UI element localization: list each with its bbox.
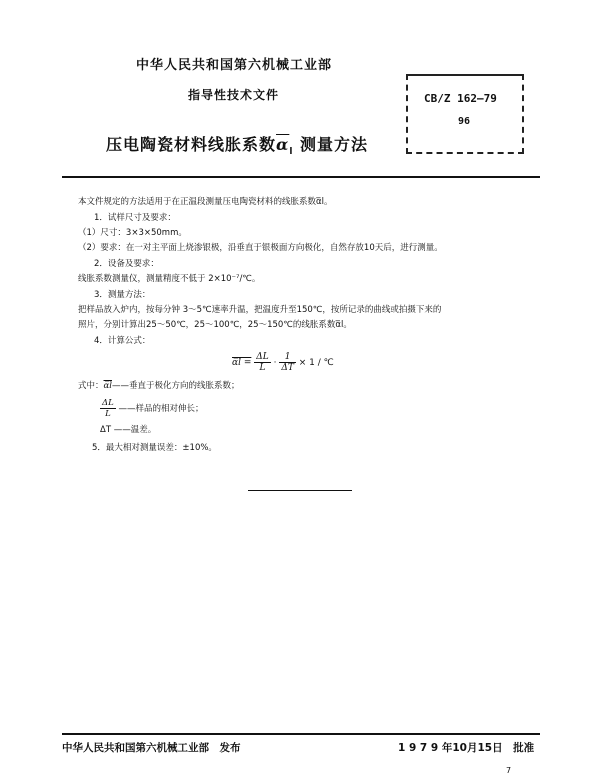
formula-denominator-2: ΔT xyxy=(281,363,294,373)
title-subscript: l xyxy=(289,147,294,158)
issuing-ministry: 中华人民共和国第六机械工业部 xyxy=(136,58,333,73)
section-5: 5．最大相对测量误差：±10%。 xyxy=(92,443,217,453)
document-title xyxy=(106,132,368,157)
where-line-3: ΔT ——温差。 xyxy=(100,425,157,435)
section-1-item-1: （1）尺寸：3×3×50mm。 xyxy=(78,228,187,238)
standard-number-box xyxy=(406,74,524,154)
where-line-2 xyxy=(100,398,204,419)
document-type: 指导性技术文件 xyxy=(188,88,280,102)
end-of-text-rule xyxy=(248,490,352,491)
footer-issuer: 中华人民共和国第六机械工业部 发布 xyxy=(62,742,241,754)
section-2-title: 2．设备及要求： xyxy=(94,259,159,269)
where-numerator: ΔL xyxy=(102,398,114,408)
formula-numerator-1: ΔL xyxy=(256,352,269,362)
where-symbol: α̅l xyxy=(103,381,112,391)
where-denominator: L xyxy=(105,409,111,419)
formula-tail: × 1 / ℃ xyxy=(298,358,334,368)
title-text: 压电陶瓷材料线胀系数 xyxy=(106,135,277,154)
title-text-end: 测量方法 xyxy=(293,135,368,154)
where-line-1 xyxy=(78,380,240,392)
standard-sub-number: 96 xyxy=(458,116,471,127)
formula-fraction-2 xyxy=(279,352,296,373)
footer-divider xyxy=(62,733,540,735)
formula-dot: · xyxy=(273,358,277,368)
header-divider xyxy=(62,176,540,178)
section-1-title: 1．试样尺寸及要求： xyxy=(94,213,176,223)
formula-fraction-1 xyxy=(254,352,270,373)
section-3-text-1: 把样品放入炉内，按每分钟 3～5℃速率升温，把温度升至150℃，按所记录的曲线或拍摄下来的 xyxy=(78,305,442,315)
formula xyxy=(232,352,334,373)
section-4-title: 4．计算公式： xyxy=(94,336,151,346)
page-number: 7 xyxy=(506,766,512,775)
section-3-title: 3．测量方法： xyxy=(94,290,151,300)
formula-numerator-2: 1 xyxy=(279,352,296,363)
formula-denominator-1: L xyxy=(259,363,266,373)
where-fraction-description: ——样品的相对伸长； xyxy=(118,404,204,414)
section-2-text: 线胀系数测量仪，测量精度不低于 2×10⁻⁷/℃。 xyxy=(78,274,261,284)
where-fraction xyxy=(100,398,116,419)
title-symbol: $\overline{\alpha}$ xyxy=(276,135,290,154)
standard-code: CB/Z 162—79 xyxy=(424,92,497,105)
section-1-item-2: （2）要求：在一对主平面上烧渗银极，沿垂直于银极面方向极化，自然存放10天后，进行测量。 xyxy=(78,243,443,253)
formula-lhs: α̅l = xyxy=(232,358,252,368)
where-description: ——垂直于极化方向的线胀系数； xyxy=(111,381,240,391)
intro-paragraph: 本文件规定的方法适用于在正温段测量压电陶瓷材料的线胀系数α̅l。 xyxy=(78,197,333,207)
where-prefix: 式中： xyxy=(78,381,104,391)
section-3-text-2: 照片，分别计算出25～50℃，25～100℃，25～150℃的线胀系数α̅l。 xyxy=(78,320,352,330)
footer-approval-date: 1 9 7 9 年10月15日 批准 xyxy=(398,742,535,754)
